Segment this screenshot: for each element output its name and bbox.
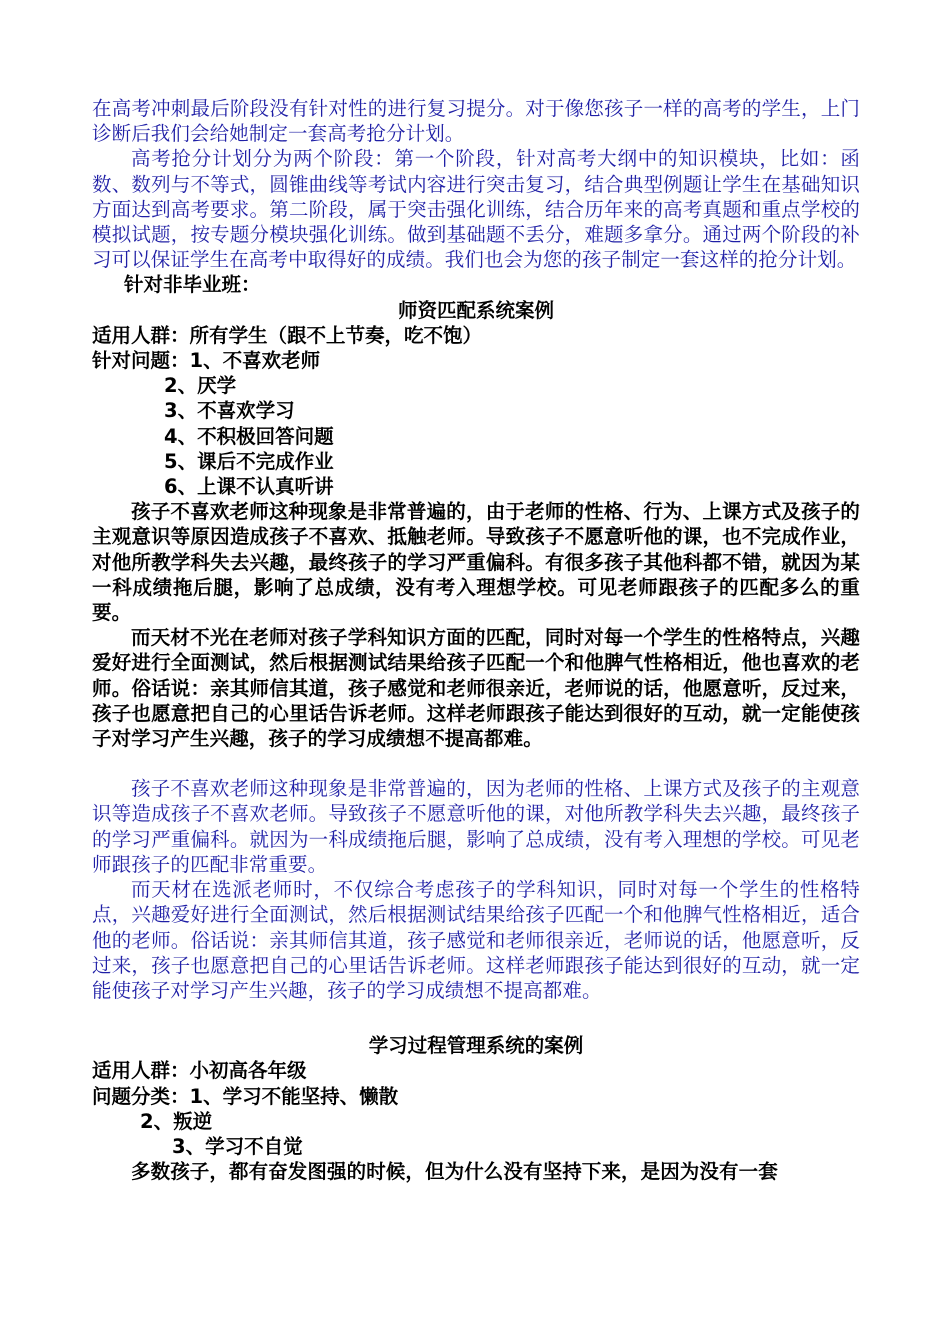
paragraph-tiancai-matching: 而天材在选派老师时，不仅综合考虑孩子的学科知识，同时对每一个学生的性格特点，兴趣爱好进行全面测试，然后根据测试结果给孩子匹配一个和他脾气性格相近，适合他的老师。俗话说：亲其师信其道，孩子感觉和老师很亲近，老师说的话，他愿意听，反过来，孩子也愿意把自己的心里话告诉老师。这样老师跟孩子能达到很好的互动，就一定能使孩子对学习产生兴趣，孩子的学习成绩想不提高都难。 — [92, 878, 860, 1002]
paragraph-persistence: 多数孩子，都有奋发图强的时候，但为什么没有坚持下来，是因为没有一套 — [131, 1160, 778, 1184]
teacher-matching-problem-2: 2、厌学 — [164, 374, 237, 398]
non-graduate-heading: 针对非毕业班： — [124, 273, 261, 297]
process-management-audience: 适用人群：小初高各年级 — [92, 1059, 307, 1083]
paragraph-dislike-teacher: 孩子不喜欢老师这种现象是非常普遍的，因为老师的性格、上课方式及孩子的主观意识等造成孩子不喜欢老师。导致孩子不愿意听他的课，对他所教学科失去兴趣，最终孩子的学习严重偏科。就因为一科成绩拖后腿，影响了总成绩，没有考入理想的学校。可见老师跟孩子的匹配非常重要。 — [92, 777, 860, 876]
spacer — [92, 751, 860, 776]
teacher-matching-title: 师资匹配系统案例 — [397, 298, 554, 322]
paragraph-gaokao-intro: 在高考冲刺最后阶段没有针对性的进行复习提分。对于像您孩子一样的高考的学生，上门诊断后我们会给她制定一套高考抢分计划。 — [92, 97, 860, 146]
process-management-category-1: 问题分类：1、学习不能坚持、懒散 — [92, 1084, 399, 1108]
document-page — [92, 96, 860, 1184]
teacher-matching-audience: 适用人群：所有学生（跟不上节奏，吃不饱） — [92, 323, 483, 347]
spacer — [92, 1003, 860, 1033]
process-management-category-3: 3、学习不自觉 — [172, 1134, 303, 1158]
teacher-matching-problem-4: 4、不积极回答问题 — [164, 424, 334, 448]
process-management-title: 学习过程管理系统的案例 — [368, 1034, 584, 1058]
teacher-matching-problem-6: 6、上课不认真听讲 — [164, 475, 334, 499]
teacher-matching-problem-3: 3、不喜欢学习 — [164, 399, 295, 423]
paragraph-tiancai-matching-bold: 而天材不光在老师对孩子学科知识方面的匹配，同时对每一个学生的性格特点，兴趣爱好进行全面测试，然后根据测试结果给孩子匹配一个和他脾气性格相近，他也喜欢的老师。俗话说：亲其师信其道，孩子感觉和老师很亲近，老师说的话，他愿意听，反过来，孩子也愿意把自己的心里话告诉老师。这样老师跟孩子能达到很好的互动，就一定能使孩子对学习产生兴趣，孩子的学习成绩想不提高都难。 — [92, 626, 860, 751]
paragraph-gaokao-plan: 高考抢分计划分为两个阶段：第一个阶段，针对高考大纲中的知识模块，比如：函数、数列与不等式，圆锥曲线等考试内容进行突击复习，结合典型例题让学生在基础知识方面达到高考要求。第二阶段，属于突击强化训练，结合历年来的高考真题和重点学校的模拟试题，按专题分模块强化训练。做到基础题不丢分，难题多拿分。通过两个阶段的补习可以保证学生在高考中取得好的成绩。我们也会为您的孩子制定一套这样的抢分计划。 — [92, 147, 860, 272]
process-management-category-2: 2、叛逆 — [140, 1109, 213, 1133]
teacher-matching-problem-5: 5、课后不完成作业 — [164, 449, 334, 473]
paragraph-dislike-teacher-bold: 孩子不喜欢老师这种现象是非常普遍的，由于老师的性格、行为、上课方式及孩子的主观意识等原因造成孩子不喜欢、抵触老师。导致孩子不愿意听他的课，也不完成作业，对他所教学科失去兴趣，最终孩子的学习严重偏科。有很多孩子其他科都不错，就因为某一科成绩拖后腿，影响了总成绩，没有考入理想学校。可见老师跟孩子的匹配多么的重要。 — [92, 500, 860, 625]
teacher-matching-problem-1: 针对问题：1、不喜欢老师 — [92, 349, 321, 373]
